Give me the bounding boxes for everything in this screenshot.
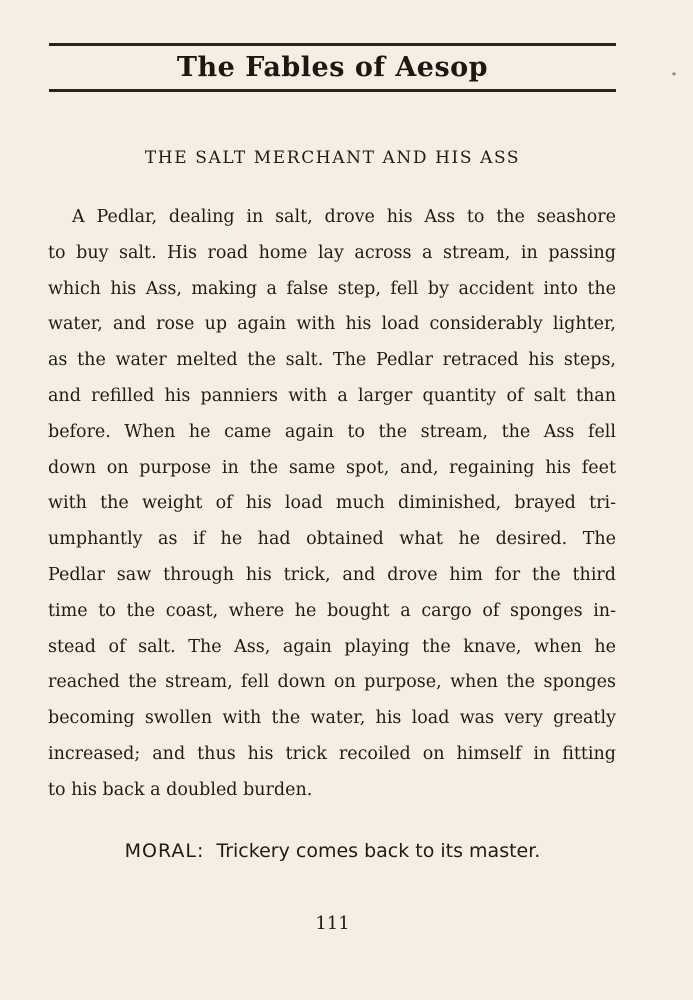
body-line: becoming swollen with the water, his load was very greatly xyxy=(48,708,616,729)
moral-label: MORAL: xyxy=(124,840,205,862)
body-line: water, and rose up again with his load considerably lighter, xyxy=(48,314,616,335)
body-line: stead of salt. The Ass, again playing the knave, when he xyxy=(48,636,616,657)
header-bottom-rule xyxy=(49,89,616,92)
body-line: increased; and thus his trick recoiled on himself in fitting xyxy=(48,743,616,764)
body-line: down on purpose in the same spot, and, regaining his feet xyxy=(48,457,616,478)
body-line: to buy salt. His road home lay across a stream, in passing xyxy=(48,242,616,263)
header-top-rule xyxy=(49,43,616,46)
body-line: which his Ass, making a false step, fell by accident into the xyxy=(48,278,616,299)
fable-body xyxy=(48,200,616,809)
body-line: reached the stream, fell down on purpose, when the sponges xyxy=(48,672,616,693)
body-line: before. When he came again to the stream, the Ass fell xyxy=(48,421,616,442)
body-line: to his back a doubled burden. xyxy=(48,779,313,800)
body-line: time to the coast, where he bought a cargo of sponges in- xyxy=(48,600,616,621)
body-line: with the weight of his load much diminished, brayed tri- xyxy=(48,493,616,514)
body-line: and refilled his panniers with a larger quantity of salt than xyxy=(48,385,616,406)
body-line: Pedlar saw through his trick, and drove him for the third xyxy=(48,564,616,585)
page-number: 111 xyxy=(315,913,350,934)
body-line: A Pedlar, dealing in salt, drove his Ass to the seashore xyxy=(72,207,616,227)
moral-text: Trickery comes back to its master. xyxy=(216,840,541,862)
fable-title: THE SALT MERCHANT AND HIS ASS xyxy=(144,148,521,168)
body-line: as the water melted the salt. The Pedlar retraced his steps, xyxy=(48,350,616,371)
margin-mark: * xyxy=(672,71,676,80)
running-title: The Fables of Aesop xyxy=(176,52,489,83)
body-line: umphantly as if he had obtained what he desired. The xyxy=(48,529,616,550)
moral xyxy=(49,834,616,868)
